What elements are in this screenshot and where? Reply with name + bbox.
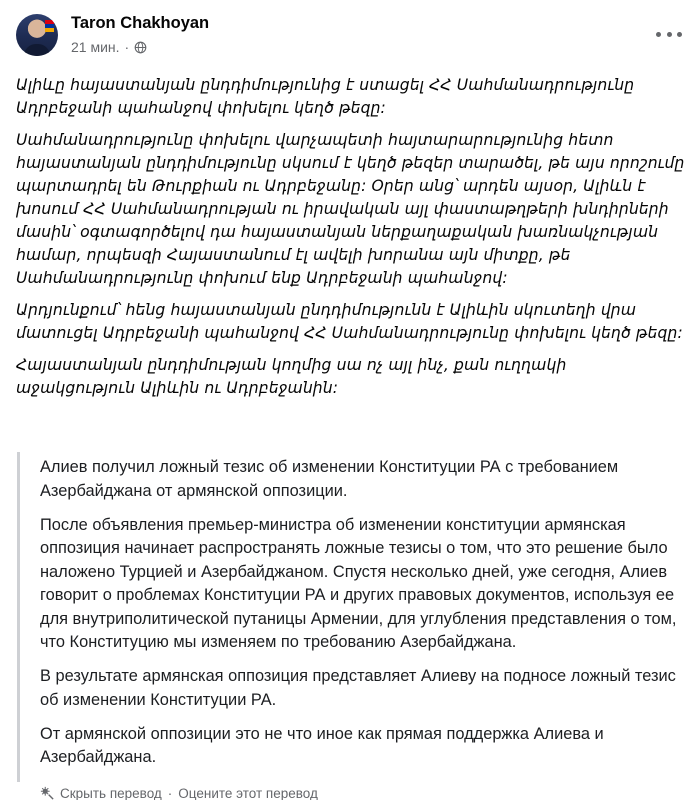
hide-translation-link[interactable]: Скрыть перевод <box>60 785 162 800</box>
original-paragraph: Հայաստանյան ընդդիմության կողմից սա ոչ այլ ինչ, քան ուղղակի աջակցություն Ալիևին ու Ադրբեջանին: <box>16 356 567 397</box>
original-paragraph: Սահմանադրությունը փոխելու վարչապետի հայտարարությունից հետո հայաստանյան ընդդիմությունը սկսում է կեղծ թեզեր տարածել, թե այս որոշումը պարտադրել են Թուրքիան ու Ադրբեջանը: Օրեր անց՝ արդեն այսօր, Ալիևն է խոսում ՀՀ Սահմանադրության ու իրավական այլ փաստաթղթերի խնդիրների մասին՝ օգտագործելով դա հայաստանյան ներքաղաքական խառնակչության համար, որպեսզի Հայաստանում էլ ավելի խորանա այն միտքը, թե Սահմանադրությունը փոխում ենք Ադրբեջանի պահանջով: <box>16 131 685 287</box>
flag-icon <box>45 20 54 32</box>
globe-icon[interactable] <box>134 41 147 54</box>
translation-separator: · <box>167 785 173 800</box>
translation-paragraph: От армянской оппозиции это не что иное как прямая поддержка Алиева и Азербайджана. <box>40 724 604 766</box>
translate-icon <box>40 786 54 800</box>
author-name[interactable]: Taron Chakhoyan <box>71 14 210 32</box>
more-options-button[interactable] <box>656 24 682 44</box>
post-original-text <box>16 74 686 409</box>
translation-paragraph: Алиев получил ложный тезис об изменении Конституции РА с требованием Азербайджана от армянской оппозиции. <box>40 458 619 500</box>
original-paragraph: Ալիևը հայաստանյան ընդդիմությունից է ստացել ՀՀ Սահմանադրությունը Ադրբեջանի պահանջով փոխելու կեղծ թեզը: <box>16 76 635 117</box>
translation-bar <box>40 783 318 800</box>
post-meta <box>71 39 147 55</box>
more-horizontal-icon <box>656 32 661 37</box>
translation-paragraph: В результате армянская оппозиция представляет Алиеву на подносе ложный тезис об изменении Конституции РА. <box>40 667 676 709</box>
rate-translation-link[interactable]: Оцените этот перевод <box>178 785 318 800</box>
original-paragraph: Արդյունքում՝ հենց հայաստանյան ընդդիմությունն է Ալիևին սկուտեղի վրա մատուցել Ադրբեջանի պահանջով ՀՀ Սահմանադրությունը փոխելու կեղծ թեզը: <box>16 301 683 342</box>
translation-block <box>17 452 686 782</box>
post-header <box>16 14 682 60</box>
post-time[interactable]: 21 мин. <box>71 39 120 55</box>
meta-separator: · <box>124 39 130 55</box>
more-horizontal-icon <box>677 32 682 37</box>
avatar[interactable] <box>16 14 58 56</box>
translation-paragraph: После объявления премьер-министра об изменении конституции армянская оппозиция начинает распространять ложные тезисы о том, что это решение было наложено Турцией и Азербайджаном. Спустя несколько дней, уже сегодня, Алиев говорит о проблемах Конституции РА и других правовых документов, используя ее для внутриполитической путаницы Армении, для углубления представления о том, что Конституцию мы изменяем по требованию Азербайджана. <box>40 515 677 651</box>
avatar-suit <box>24 44 50 56</box>
more-horizontal-icon <box>667 32 672 37</box>
